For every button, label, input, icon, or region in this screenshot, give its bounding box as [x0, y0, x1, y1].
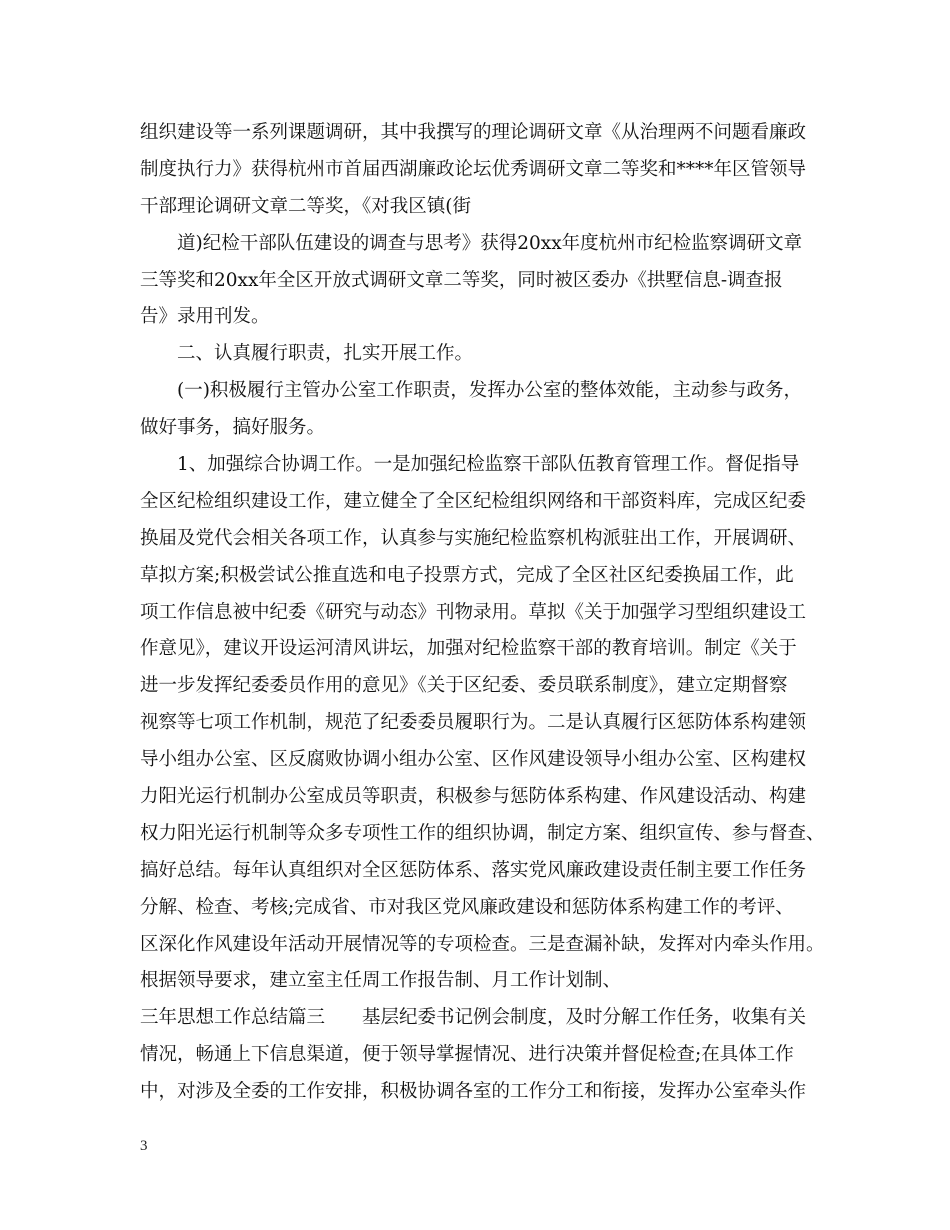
text-line: 导小组办公室、区反腐败协调小组办公室、区作风建设领导小组办公室、区构建权: [140, 749, 807, 771]
page-number: 3: [140, 1138, 148, 1154]
text-line: 组织建设等一系列课题调研，其中我撰写的理论调研文章《从治理两不问题看廉政: [140, 122, 807, 143]
text-line: 根据领导要求，建立室主任周工作报告制、月工作计划制、: [140, 970, 622, 992]
text-line: 权力阳光运行机制等众多专项性工作的组织协调，制定方案、组织宣传、参与督查、: [140, 822, 825, 844]
text-line: 1、加强综合协调工作。一是加强纪检监察干部队伍教育管理工作。督促指导: [177, 454, 800, 476]
text-line: 三年思想工作总结篇三 基层纪委书记例会制度，及时分解工作任务，收集有关: [140, 1007, 807, 1029]
text-line: 搞好总结。每年认真组织对全区惩防体系、落实党风廉政建设责任制主要工作任务: [140, 859, 807, 881]
text-line: 道)纪检干部队伍建设的调查与思考》获得20xx年度杭州市纪检监察调研文章: [177, 232, 803, 254]
text-line: 分解、检查、考核;完成省、市对我区党风廉政建设和惩防体系构建工作的考评、: [140, 896, 794, 918]
text-line: 换届及党代会相关各项工作，认真参与实施纪检监察机构派驻出工作，开展调研、: [140, 527, 807, 549]
text-line: 草拟方案;积极尝试公推直选和电子投票方式，完成了全区社区纪委换届工作，此: [140, 564, 794, 586]
text-line: 视察等七项工作机制，规范了纪委委员履职行为。二是认真履行区惩防体系构建领: [140, 712, 807, 734]
text-line: 全区纪检组织建设工作，建立健全了全区纪检组织网络和干部资料库，完成区纪委: [140, 490, 807, 512]
text-line: 力阳光运行机制办公室成员等职责，积极参与惩防体系构建、作风建设活动、构建: [140, 786, 807, 808]
subsection-heading: (一)积极履行主管办公室工作职责，发挥办公室的整体效能，主动参与政务，: [177, 380, 802, 402]
text-line: 项工作信息被中纪委《研究与动态》刊物录用。草拟《关于加强学习型组织建设工: [140, 601, 807, 623]
text-line: 中，对涉及全委的工作安排，积极协调各室的工作分工和衔接，发挥办公室牵头作: [140, 1081, 807, 1103]
section-heading: 二、认真履行职责，扎实开展工作。: [177, 343, 474, 365]
text-line: 制度执行力》获得杭州市首届西湖廉政论坛优秀调研文章二等奖和****年区管领导: [140, 158, 807, 180]
text-line: 干部理论调研文章二等奖，《对我区镇(街: [140, 195, 471, 217]
text-line: 告》录用刊发。: [140, 306, 270, 328]
body-text: [140, 115, 830, 1111]
text-line: 区深化作风建设年活动开展情况等的专项检查。三是查漏补缺，发挥对内牵头作用。: [140, 933, 825, 955]
text-line: 作意见》，建议开设运河清风讲坛，加强对纪检监察干部的教育培训。制定《关于: [140, 638, 797, 660]
text-line: 做好事务，搞好服务。: [140, 417, 326, 439]
text-line: 三等奖和20xx年全区开放式调研文章二等奖，同时被区委办《拱墅信息-调查报: [140, 269, 783, 291]
text-line: 进一步发挥纪委委员作用的意见》《关于区纪委、委员联系制度》，建立定期督察: [140, 675, 788, 697]
text-line: 情况，畅通上下信息渠道，便于领导掌握情况、进行决策并督促检查;在具体工作: [140, 1044, 794, 1066]
